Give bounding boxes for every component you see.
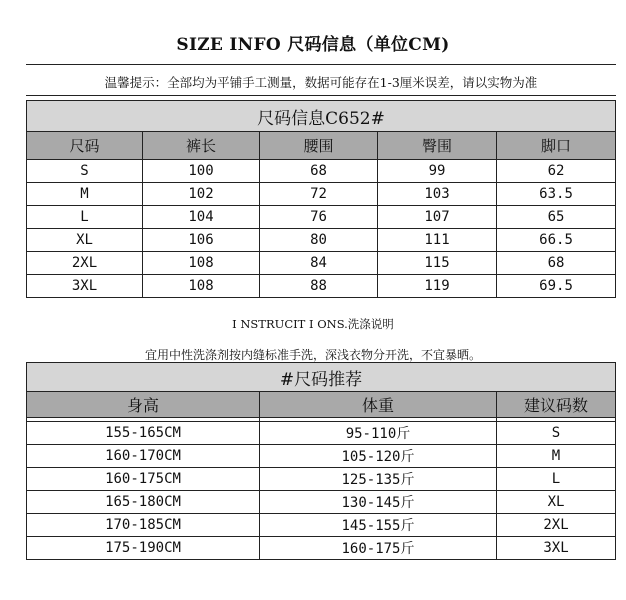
table-row bbox=[27, 183, 616, 206]
table-row bbox=[27, 275, 616, 298]
table-row bbox=[27, 206, 616, 229]
size-table-header bbox=[27, 132, 616, 160]
table-cell: 175-190CM bbox=[27, 537, 260, 560]
table-cell: 155-165CM bbox=[27, 422, 260, 445]
table-cell: M bbox=[497, 445, 616, 468]
table-cell: 102 bbox=[143, 183, 260, 206]
table-cell: XL bbox=[497, 491, 616, 514]
table-row bbox=[27, 491, 616, 514]
table-cell: 84 bbox=[260, 252, 378, 275]
title-divider bbox=[26, 64, 616, 65]
table-cell: XL bbox=[27, 229, 143, 252]
table-cell: 99 bbox=[378, 160, 497, 183]
table-cell: 115 bbox=[378, 252, 497, 275]
notice-divider bbox=[26, 95, 616, 96]
header-cell: 建议码数 bbox=[497, 392, 616, 418]
table-cell: 130-145斤 bbox=[260, 491, 497, 514]
table-cell: 76 bbox=[260, 206, 378, 229]
table-cell: 119 bbox=[378, 275, 497, 298]
table-cell: 105-120斤 bbox=[260, 445, 497, 468]
header-cell: 臀围 bbox=[378, 132, 497, 160]
table-cell: 69.5 bbox=[497, 275, 616, 298]
header-cell: 身高 bbox=[27, 392, 260, 418]
table-cell: 72 bbox=[260, 183, 378, 206]
page-title: SIZE INFO 尺码信息（单位CM) bbox=[176, 35, 450, 55]
table-cell: 68 bbox=[260, 160, 378, 183]
table-cell: 65 bbox=[497, 206, 616, 229]
table-cell: 2XL bbox=[497, 514, 616, 537]
table-cell: 160-170CM bbox=[27, 445, 260, 468]
table-cell: 2XL bbox=[27, 252, 143, 275]
table-cell: 111 bbox=[378, 229, 497, 252]
table-row bbox=[27, 252, 616, 275]
table-cell: 68 bbox=[497, 252, 616, 275]
table-cell: 106 bbox=[143, 229, 260, 252]
table-cell: 103 bbox=[378, 183, 497, 206]
header-cell: 体重 bbox=[260, 392, 497, 418]
table-row bbox=[27, 160, 616, 183]
table-cell: 62 bbox=[497, 160, 616, 183]
table-cell: 125-135斤 bbox=[260, 468, 497, 491]
table-row bbox=[27, 445, 616, 468]
table-cell: 95-110斤 bbox=[260, 422, 497, 445]
table-cell: S bbox=[497, 422, 616, 445]
table-cell: L bbox=[27, 206, 143, 229]
table-cell: L bbox=[497, 468, 616, 491]
size-info-table bbox=[26, 100, 616, 298]
header-cell: 腰围 bbox=[260, 132, 378, 160]
table-cell: 160-175斤 bbox=[260, 537, 497, 560]
care-instructions: 宜用中性洗涤剂按内缝标准手洗，深浅衣物分开洗，不宜暴晒。 bbox=[144, 348, 481, 362]
table-cell: 145-155斤 bbox=[260, 514, 497, 537]
table-cell: 100 bbox=[143, 160, 260, 183]
table-cell: 63.5 bbox=[497, 183, 616, 206]
table-cell: 3XL bbox=[27, 275, 143, 298]
recommend-table-caption: #尺码推荐 bbox=[27, 363, 616, 392]
header-cell: 脚口 bbox=[497, 132, 616, 160]
size-recommendation-table bbox=[26, 362, 616, 560]
table-row bbox=[27, 514, 616, 537]
instructions-title: I NSTRUCIT I ONS.洗涤说明 bbox=[232, 317, 394, 331]
table-cell: 160-175CM bbox=[27, 468, 260, 491]
measurement-notice: 温馨提示：全部均为平铺手工测量，数据可能存在1-3厘米误差，请以实物为准 bbox=[104, 75, 538, 90]
table-cell: 66.5 bbox=[497, 229, 616, 252]
table-cell: M bbox=[27, 183, 143, 206]
table-cell: 107 bbox=[378, 206, 497, 229]
header-cell: 裤长 bbox=[143, 132, 260, 160]
table-cell: 170-185CM bbox=[27, 514, 260, 537]
table-row bbox=[27, 537, 616, 560]
header-cell: 尺码 bbox=[27, 132, 143, 160]
table-row bbox=[27, 468, 616, 491]
table-cell: 108 bbox=[143, 252, 260, 275]
table-cell: S bbox=[27, 160, 143, 183]
table-cell: 104 bbox=[143, 206, 260, 229]
size-table-caption: 尺码信息C652# bbox=[27, 101, 616, 132]
table-cell: 165-180CM bbox=[27, 491, 260, 514]
table-cell: 108 bbox=[143, 275, 260, 298]
table-row bbox=[27, 229, 616, 252]
table-cell: 3XL bbox=[497, 537, 616, 560]
table-cell: 80 bbox=[260, 229, 378, 252]
table-row bbox=[27, 422, 616, 445]
table-cell: 88 bbox=[260, 275, 378, 298]
recommend-table-header bbox=[27, 392, 616, 418]
